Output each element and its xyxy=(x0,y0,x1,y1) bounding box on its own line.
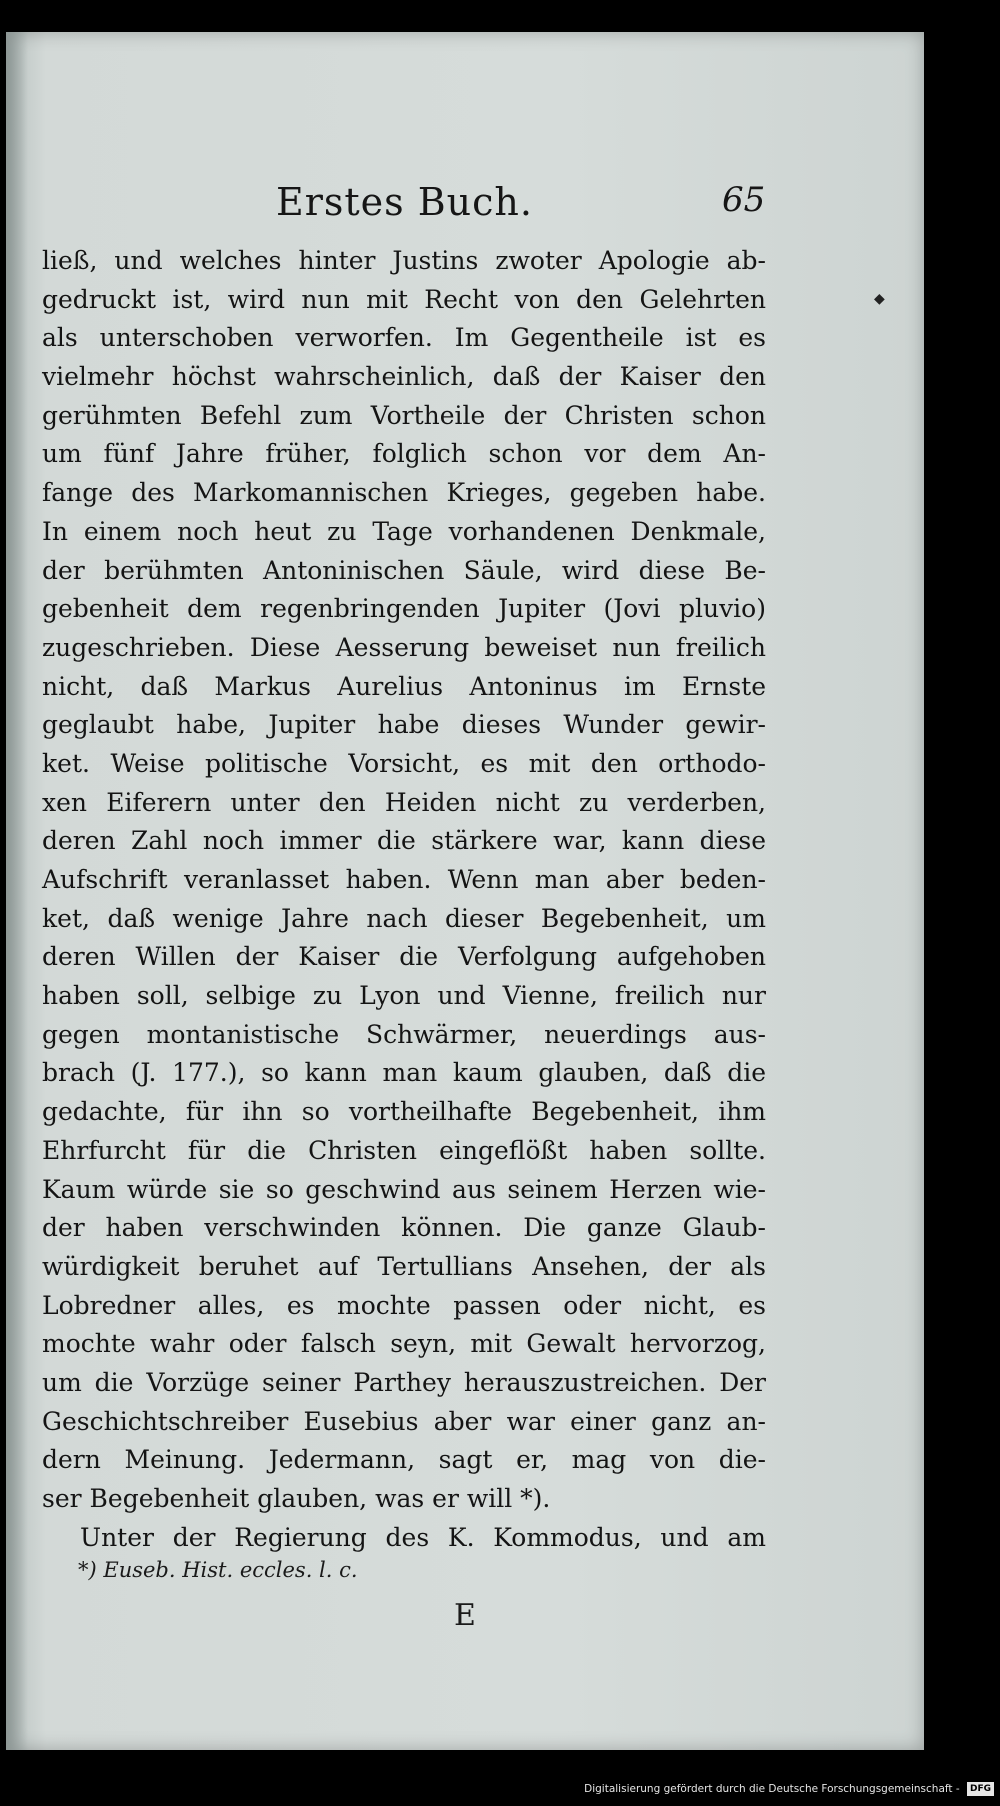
text-line: dern Meinung. Jedermann, sagt er, mag von die- xyxy=(42,1445,766,1475)
text-line: deren Zahl noch immer die stärkere war, kann diese xyxy=(42,826,766,856)
dfg-logo-badge: DFG xyxy=(967,1782,994,1796)
text-line: xen Eiferern unter den Heiden nicht zu verderben, xyxy=(42,787,766,817)
page-number: 65 xyxy=(722,180,766,220)
credit-text: Digitalisierung gefördert durch die Deutsche Forschungsgemeinschaft - xyxy=(584,1783,960,1795)
text-line: um fünf Jahre früher, folglich schon vor dem An- xyxy=(42,439,766,469)
margin-mark: ◆ xyxy=(874,291,885,307)
text-line: der haben verschwinden können. Die ganze Glaub- xyxy=(42,1213,766,1243)
text-line: um die Vorzüge seiner Parthey herauszustreichen. Der xyxy=(42,1367,766,1397)
text-line: vielmehr höchst wahrscheinlich, daß der Kaiser den xyxy=(42,362,766,392)
running-head xyxy=(6,150,924,224)
text-line: Lobredner alles, es mochte passen oder nicht, es xyxy=(42,1290,766,1320)
text-line: mochte wahr oder falsch seyn, mit Gewalt hervorzog, xyxy=(42,1329,766,1359)
text-line: deren Willen der Kaiser die Verfolgung aufgehoben xyxy=(42,942,766,972)
running-head-title: Erstes Buch. xyxy=(276,180,533,224)
text-line: würdigkeit beruhet auf Tertullians Ansehen, der als xyxy=(42,1251,766,1281)
text-line-new-paragraph: Unter der Regierung des K. Kommodus, und am xyxy=(80,1522,766,1552)
text-line: Kaum würde sie so geschwind aus seinem Herzen wie- xyxy=(42,1174,766,1204)
text-line: gedruckt ist, wird nun mit Recht von den Gelehrten xyxy=(42,284,766,314)
text-line: ließ, und welches hinter Justins zwoter Apologie ab- xyxy=(42,246,766,275)
text-line: zugeschrieben. Diese Aesserung beweiset nun freilich xyxy=(42,632,766,662)
text-line: der berühmten Antoninischen Säule, wird diese Be- xyxy=(42,555,766,585)
book-page xyxy=(6,32,924,1750)
gutter-shadow xyxy=(6,32,28,1750)
body-text xyxy=(42,242,766,1557)
digitization-credit xyxy=(584,1778,994,1800)
text-line: Geschichtschreiber Eusebius aber war einer ganz an- xyxy=(42,1406,766,1436)
text-line: gegen montanistische Schwärmer, neuerdings aus- xyxy=(42,1019,766,1049)
text-line: ket, daß wenige Jahre nach dieser Begebenheit, um xyxy=(42,903,766,933)
text-line: ser Begebenheit glauben, was er will *). xyxy=(42,1484,551,1513)
text-line: In einem noch heut zu Tage vorhandenen Denkmale, xyxy=(42,516,766,546)
text-line: Ehrfurcht für die Christen eingeflößt haben sollte. xyxy=(42,1135,766,1165)
text-line: als unterschoben verworfen. Im Gegentheile ist es xyxy=(42,323,766,353)
scan-background xyxy=(924,32,1000,1750)
text-line: gerühmten Befehl zum Vortheile der Christen schon xyxy=(42,400,766,430)
text-line: geglaubt habe, Jupiter habe dieses Wunder gewir- xyxy=(42,710,766,740)
text-line: brach (J. 177.), so kann man kaum glauben, daß die xyxy=(42,1058,766,1088)
text-line: haben soll, selbige zu Lyon und Vienne, freilich nur xyxy=(42,981,766,1011)
text-line: Aufschrift veranlasset haben. Wenn man aber beden- xyxy=(42,865,766,894)
text-line: gebenheit dem regenbringenden Jupiter (Jovi pluvio) xyxy=(42,594,766,624)
footnote: *) Euseb. Hist. eccles. l. c. xyxy=(78,1558,358,1582)
text-line: ket. Weise politische Vorsicht, es mit den orthodo- xyxy=(42,748,766,778)
text-line: fange des Markomannischen Krieges, gegeben habe. xyxy=(42,478,766,508)
signature-mark: E xyxy=(454,1598,476,1633)
text-line: nicht, daß Markus Aurelius Antoninus im Ernste xyxy=(42,671,766,701)
text-line: gedachte, für ihn so vortheilhafte Begebenheit, ihm xyxy=(42,1097,766,1127)
